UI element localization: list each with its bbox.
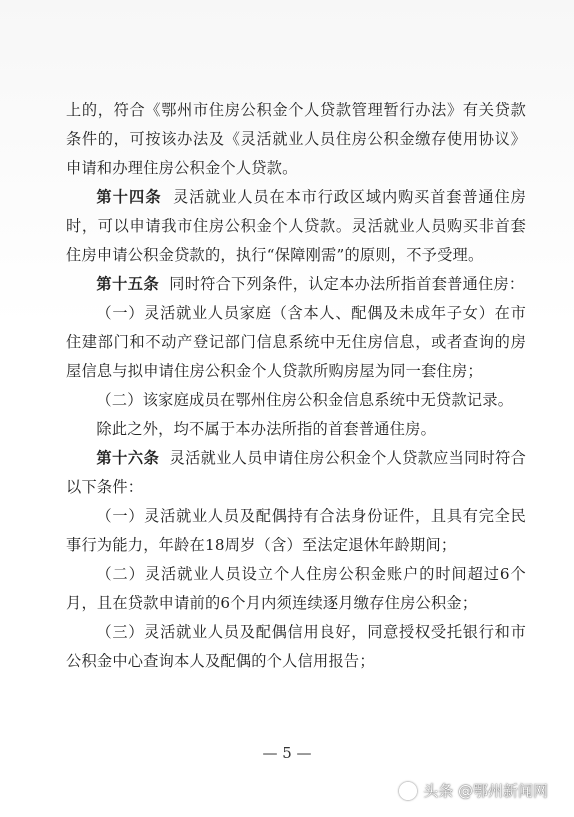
page-number: — 5 — xyxy=(262,744,312,762)
article-15-item-1: （一）灵活就业人员家庭（含本人、配偶及未成年子女）在市住建部门和不动产登记部门信息系统中无住房信息，或者查询的房屋信息与拟申请住房公积金个人贷款所购房屋为同一套住房； xyxy=(66,304,526,380)
article-15-item-3: 除此之外，均不属于本办法所指的首套普通住房。 xyxy=(96,420,437,438)
article-15 xyxy=(66,270,526,299)
article-16-item-1: （一）灵活就业人员及配偶持有合法身份证件，且具有完全民事行为能力，年龄在18周岁（含）至法定退休年龄期间； xyxy=(66,507,526,554)
article-16 xyxy=(66,444,526,502)
article-16-text: 灵活就业人员申请住房公积金个人贷款应当同时符合以下条件： xyxy=(66,449,527,496)
watermark-text: 头条 @鄂州新闻网 xyxy=(423,782,548,800)
article-14 xyxy=(66,183,526,270)
article-15-text: 同时符合下列条件，认定本办法所指首套普通住房： xyxy=(169,275,525,293)
paragraph-continuation: 上的，符合《鄂州市住房公积金个人贷款管理暂行办法》有关贷款条件的，可按该办法及《灵活就业人员住房公积金缴存使用协议》申请和办理住房公积金个人贷款。 xyxy=(66,101,526,177)
article-16-heading: 第十六条 xyxy=(96,449,160,467)
toutiao-logo-icon xyxy=(399,782,417,800)
article-15-item-2: （二）该家庭成员在鄂州住房公积金信息系统中无贷款记录。 xyxy=(96,391,514,409)
document-body xyxy=(66,96,526,676)
article-16-item-3: （三）灵活就业人员及配偶信用良好，同意授权受托银行和市公积金中心查询本人及配偶的个人信用报告； xyxy=(66,623,526,670)
article-15-heading: 第十五条 xyxy=(96,275,160,293)
article-14-text: 灵活就业人员在本市行政区域内购买首套普通住房时，可以申请我市住房公积金个人贷款。灵活就业人员购买非首套住房申请公积金贷款的，执行“保障刚需”的原则，不予受理。 xyxy=(66,188,527,264)
article-14-heading: 第十四条 xyxy=(96,188,162,206)
source-watermark xyxy=(399,780,548,801)
article-16-item-2: （二）灵活就业人员设立个人住房公积金账户的时间超过6个月，且在贷款申请前的6个月内须连续逐月缴存住房公积金； xyxy=(66,565,526,612)
